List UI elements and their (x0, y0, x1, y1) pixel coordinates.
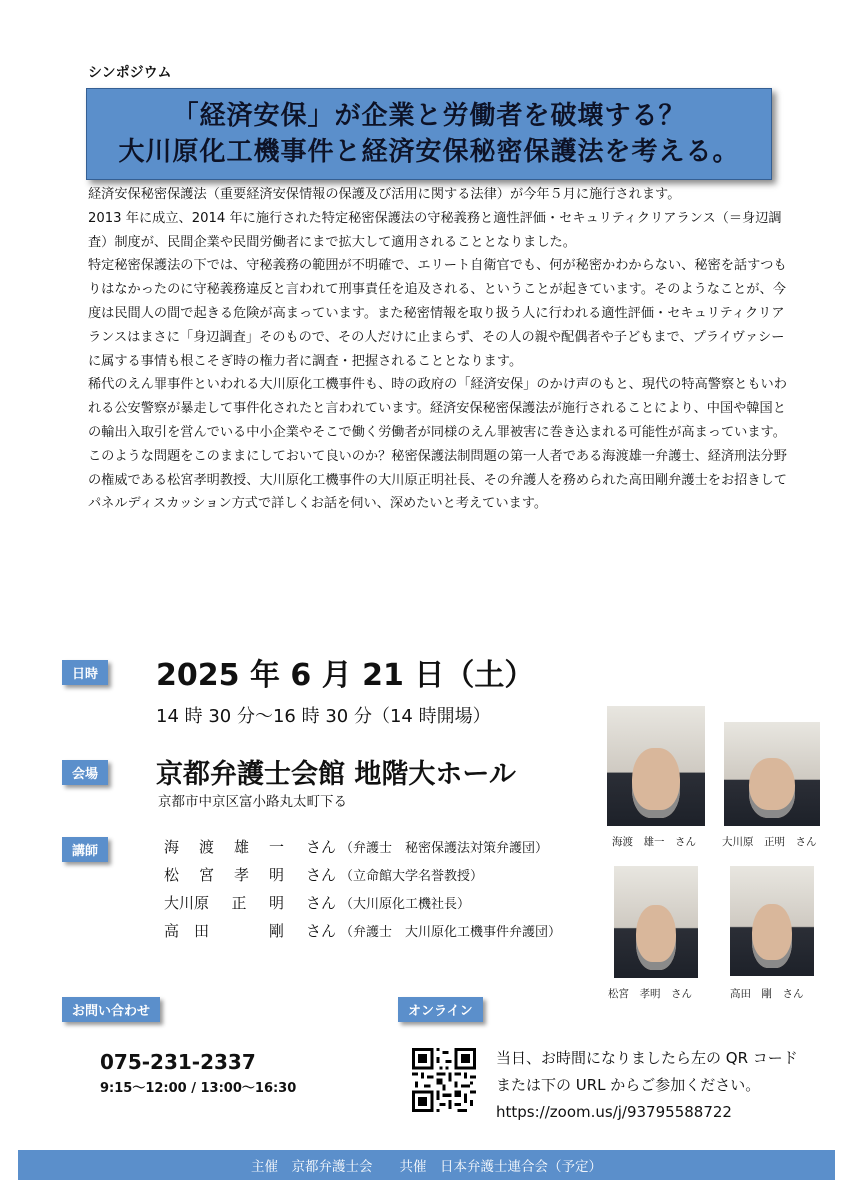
event-date: 2025 年 6 月 21 日（土） (156, 658, 535, 693)
speaker-name: 高 田 剛 (164, 921, 284, 940)
speaker-photo (607, 706, 705, 826)
speaker-row (164, 916, 561, 944)
speakers-label: 講師 (62, 837, 108, 862)
qr-code-icon[interactable] (412, 1048, 476, 1112)
event-time: 14 時 30 分～16 時 30 分（14 時開場） (156, 706, 491, 727)
intro-paragraph: 経済安保秘密保護法（重要経済安保情報の保護及び活用に関する法律）が今年５月に施行されます。 (88, 187, 681, 202)
event-venue: 京都弁護士会館 地階大ホール (156, 759, 516, 790)
intro-paragraph: このような問題をこのままにしておいて良いのか？秘密保護法制問題の第一人者である海渡雄一弁護士、経済刑法分野の権威である松宮孝明教授、大川原化工機事件の大川原正明社長、その弁護人を務められた高田剛弁護士をお招きしてパネルディスカッション方式で詳しくお話を伺い、深めたいと考えています。 (88, 448, 787, 512)
speaker-honorific: さん (306, 865, 337, 884)
speaker-role: （弁護士 大川原化工機事件弁護団） (340, 924, 562, 940)
zoom-url-link[interactable]: https://zoom.us/j/93795588722 (496, 1103, 732, 1121)
speaker-honorific: さん (306, 837, 337, 856)
speaker-name: 海 渡 雄 一 (164, 837, 284, 856)
speaker-photo (724, 722, 820, 826)
online-instructions (496, 1045, 798, 1126)
online-label: オンライン (398, 997, 483, 1022)
title-line-2: 大川原化工機事件と経済安保秘密保護法を考える。 (118, 137, 740, 167)
title-line-1: 「経済安保」が企業と労働者を破壊する？ (172, 101, 686, 131)
title-banner (86, 88, 772, 180)
speaker-row (164, 860, 561, 888)
speaker-photo (730, 866, 814, 976)
speaker-honorific: さん (306, 921, 337, 940)
speaker-row (164, 888, 561, 916)
intro-paragraph: 2013 年に成立、2014 年に施行された特定秘密保護法の守秘義務と適性評価・セキュリティクリアランス（＝身辺調査）制度が、民間企業や民間労働者にまで拡大して適用されることとなりました。 (88, 210, 782, 250)
speaker-row (164, 832, 561, 860)
intro-paragraph: 稀代のえん罪事件といわれる大川原化工機事件も、時の政府の「経済安保」のかけ声のもと、現代の特高警察ともいわれる公安警察が暴走して事件化されたと言われています。経済安保秘密保護法が施行されることにより、中国や韓国との輸出入取引を営んでいる中小企業やそこで働く労働者が同様のえん罪被害に巻き込まれる可能性が高まっています。 (88, 377, 787, 440)
event-type-label: シンポジウム (88, 65, 172, 81)
speaker-name: 大川原 正 明 (164, 893, 284, 912)
online-line: 当日、お時間になりましたら左の QR コード (496, 1049, 798, 1067)
photo-caption: 海渡 雄一 さん (612, 836, 696, 848)
photo-caption: 大川原 正明 さん (722, 836, 817, 848)
date-label: 日時 (62, 660, 108, 685)
photo-caption: 松宮 孝明 さん (608, 988, 692, 1000)
online-line: または下の URL からご参加ください。 (496, 1076, 761, 1094)
speaker-role: （大川原化工機社長） (340, 896, 471, 912)
speaker-list (164, 832, 561, 944)
photo-caption: 高田 剛 さん (730, 988, 804, 1000)
contact-phone: 075-231-2337 (100, 1050, 256, 1074)
venue-address: 京都市中京区富小路丸太町下る (158, 794, 347, 810)
contact-hours: 9:15～12:00 / 13:00～16:30 (100, 1081, 297, 1096)
speaker-honorific: さん (306, 893, 337, 912)
speaker-role: （立命館大学名誉教授） (340, 868, 484, 884)
footer-organizers: 主催 京都弁護士会 共催 日本弁護士連合会（予定） (18, 1150, 835, 1180)
venue-label: 会場 (62, 760, 108, 785)
contact-label: お問い合わせ (62, 997, 160, 1022)
speaker-role: （弁護士 秘密保護法対策弁護団） (340, 840, 549, 856)
speaker-photo (614, 866, 698, 978)
speaker-name: 松 宮 孝 明 (164, 865, 284, 884)
intro-text (88, 183, 788, 516)
intro-paragraph: 特定秘密保護法の下では、守秘義務の範囲が不明確で、エリート自衛官でも、何が秘密かわからない、秘密を話すつもりはなかったのに守秘義務違反と言われて刑事責任を追及される、ということが起きています。そのようなことが、今度は民間人の間で起きる危険が高まっています。また秘密情報を取り扱う人に行われる適性評価・セキュリティクリアランスはまさに「身辺調査」そのもので、その人だけに止まらず、その人の親や配偶者や子どもまで、プライヴァシーに属する事情も根こそぎ時の権力者に調査・把握されることとなります。 (88, 258, 787, 369)
